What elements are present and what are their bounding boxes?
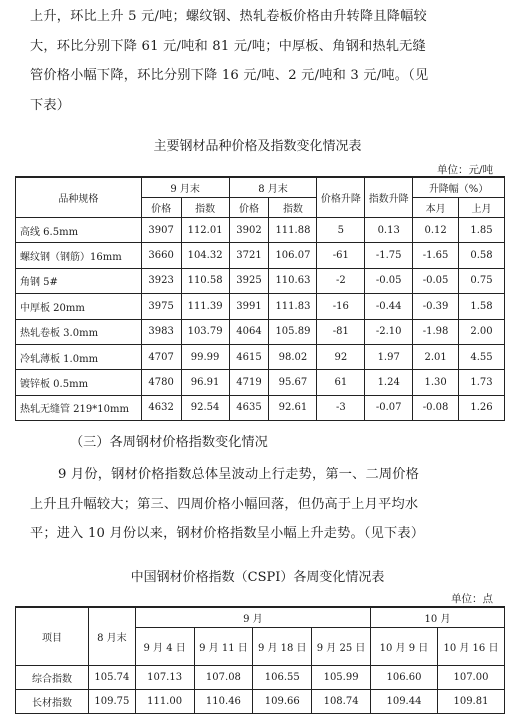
header-index-rise: 指数升降 [365, 177, 413, 218]
cell: -0.05 [413, 268, 459, 293]
cell: -0.44 [365, 294, 413, 319]
cell: 4.55 [459, 344, 505, 369]
cell: 111.00 [135, 690, 194, 714]
header-last-month: 上月 [459, 198, 505, 218]
header-oct: 10 月 [371, 607, 505, 628]
cell: -2.10 [365, 319, 413, 344]
cell: 105.74 [89, 666, 136, 690]
cell: 109.81 [437, 690, 504, 714]
cell: 角钢 5# [16, 268, 142, 293]
cell: 3923 [141, 268, 181, 293]
cell: 2.00 [459, 319, 505, 344]
cell: 4707 [141, 344, 181, 369]
table-row [16, 344, 505, 369]
table-row [16, 370, 505, 395]
cell: 2.01 [413, 344, 459, 369]
table-row [16, 294, 505, 319]
cell: -81 [317, 319, 365, 344]
text-line: 平；进入 10 月份以来，钢材价格指数呈小幅上升走势。（见下表） [30, 526, 425, 541]
header-week: 9 月 25 日 [312, 628, 371, 666]
cell: -3 [317, 395, 365, 420]
cell: 103.79 [181, 319, 229, 344]
table1-title: 主要钢材品种价格及指数变化情况表 [153, 139, 362, 154]
cell: 1.85 [459, 218, 505, 243]
header-name: 品种规格 [16, 177, 142, 218]
cell: -0.05 [365, 268, 413, 293]
cell: 109.66 [253, 690, 312, 714]
cell: 111.88 [269, 218, 317, 243]
cell: 3925 [229, 268, 269, 293]
cell: 5 [317, 218, 365, 243]
cell: -1.65 [413, 243, 459, 268]
cell: -61 [317, 243, 365, 268]
cell: 112.01 [181, 218, 229, 243]
cell: 4632 [141, 395, 181, 420]
table2-title: 中国钢材价格指数（CSPI）各周变化情况表 [130, 570, 385, 585]
cell: 1.24 [365, 370, 413, 395]
cell: 4635 [229, 395, 269, 420]
cell: 106.60 [371, 666, 438, 690]
cell: 3975 [141, 294, 181, 319]
cell: 热轧卷板 3.0mm [16, 319, 142, 344]
cell: 热轧无缝管 219*10mm [16, 395, 142, 420]
header-index: 指数 [181, 198, 229, 218]
cell: 107.08 [194, 666, 253, 690]
header-aug-end: 8 月末 [229, 177, 317, 198]
cell: 0.58 [459, 243, 505, 268]
table-row [16, 268, 505, 293]
cell: 1.26 [459, 395, 505, 420]
table-row [16, 218, 505, 243]
cell: 110.63 [269, 268, 317, 293]
cell: 镀锌板 0.5mm [16, 370, 142, 395]
cell: 4719 [229, 370, 269, 395]
table-row [16, 666, 505, 690]
cell: 高线 6.5mm [16, 218, 142, 243]
cell: 98.02 [269, 344, 317, 369]
cell: -16 [317, 294, 365, 319]
cell: 1.97 [365, 344, 413, 369]
cell: 冷轧薄板 1.0mm [16, 344, 142, 369]
table2-unit: 单位：点 [451, 593, 493, 605]
cell: -1.98 [413, 319, 459, 344]
cell: 106.07 [269, 243, 317, 268]
header-week: 9 月 18 日 [253, 628, 312, 666]
text-line: 管价格小幅下降，环比分别下降 16 元/吨、2 元/吨和 3 元/吨。（见 [30, 68, 429, 83]
section-heading: （三）各周钢材价格指数变化情况 [70, 435, 268, 450]
header-week: 9 月 11 日 [194, 628, 253, 666]
cell: 0.12 [413, 218, 459, 243]
cell: 92 [317, 344, 365, 369]
header-this-month: 本月 [413, 198, 459, 218]
cell: 96.91 [181, 370, 229, 395]
weekly-paragraph [30, 460, 492, 549]
text-line: 上升，环比上升 5 元/吨；螺纹钢、热轧卷板价格由升转降且降幅较 [30, 9, 427, 24]
cell: 3907 [141, 218, 181, 243]
cell: 0.75 [459, 268, 505, 293]
cell: -1.75 [365, 243, 413, 268]
cell: 4780 [141, 370, 181, 395]
cell: 92.61 [269, 395, 317, 420]
intro-paragraph [30, 2, 492, 120]
cell: 106.55 [253, 666, 312, 690]
cell: 螺纹钢（钢筋）16mm [16, 243, 142, 268]
cell: 111.39 [181, 294, 229, 319]
header-item: 项目 [16, 607, 89, 666]
cell: 111.83 [269, 294, 317, 319]
table-row [16, 319, 505, 344]
header-week: 10 月 9 日 [371, 628, 438, 666]
header-week: 10 月 16 日 [437, 628, 504, 666]
cspi-weekly-table [15, 606, 505, 714]
cell: 105.99 [312, 666, 371, 690]
cell: 105.89 [269, 319, 317, 344]
cell: 99.99 [181, 344, 229, 369]
cell: 110.58 [181, 268, 229, 293]
cell: 1.58 [459, 294, 505, 319]
cell: -0.07 [365, 395, 413, 420]
cell: 3902 [229, 218, 269, 243]
cell: 95.67 [269, 370, 317, 395]
cell: 综合指数 [16, 666, 89, 690]
cell: 3660 [141, 243, 181, 268]
cell: 3983 [141, 319, 181, 344]
cell: -0.39 [413, 294, 459, 319]
steel-price-table [15, 176, 505, 421]
header-sep: 9 月 [135, 607, 370, 628]
cell: 109.75 [89, 690, 136, 714]
cell: 3721 [229, 243, 269, 268]
cell: 109.44 [371, 690, 438, 714]
cell: -0.08 [413, 395, 459, 420]
header-sep-end: 9 月末 [141, 177, 229, 198]
header-price: 价格 [229, 198, 269, 218]
text-line: 下表） [30, 97, 71, 113]
cell: 4064 [229, 319, 269, 344]
cell: -2 [317, 268, 365, 293]
cell: 1.73 [459, 370, 505, 395]
text-line: 上升且升幅较大；第三、四周价格小幅回落，但仍高于上月平均水 [30, 496, 419, 512]
cell: 61 [317, 370, 365, 395]
text-line: 大，环比分别下降 61 元/吨和 81 元/吨；中厚板、角钢和热轧无缝 [30, 38, 426, 54]
cell: 1.30 [413, 370, 459, 395]
header-aug-end: 8 月末 [89, 607, 136, 666]
header-week: 9 月 4 日 [135, 628, 194, 666]
table-row [16, 243, 505, 268]
cell: 107.13 [135, 666, 194, 690]
cell: 104.32 [181, 243, 229, 268]
header-change-pct: 升降幅（%） [413, 177, 505, 198]
cell: 107.00 [437, 666, 504, 690]
cell: 0.13 [365, 218, 413, 243]
cell: 4615 [229, 344, 269, 369]
cell: 108.74 [312, 690, 371, 714]
cell: 110.46 [194, 690, 253, 714]
header-index: 指数 [269, 198, 317, 218]
cell: 中厚板 20mm [16, 294, 142, 319]
table-row [16, 395, 505, 420]
cell: 3991 [229, 294, 269, 319]
header-price: 价格 [141, 198, 181, 218]
cell: 92.54 [181, 395, 229, 420]
table-row [16, 690, 505, 714]
table1-unit: 单位：元/吨 [436, 164, 493, 176]
cell: 长材指数 [16, 690, 89, 714]
header-price-rise: 价格升降 [317, 177, 365, 218]
text-line: 9 月份，钢材价格指数总体呈波动上行走势，第一、二周价格 [58, 467, 420, 482]
